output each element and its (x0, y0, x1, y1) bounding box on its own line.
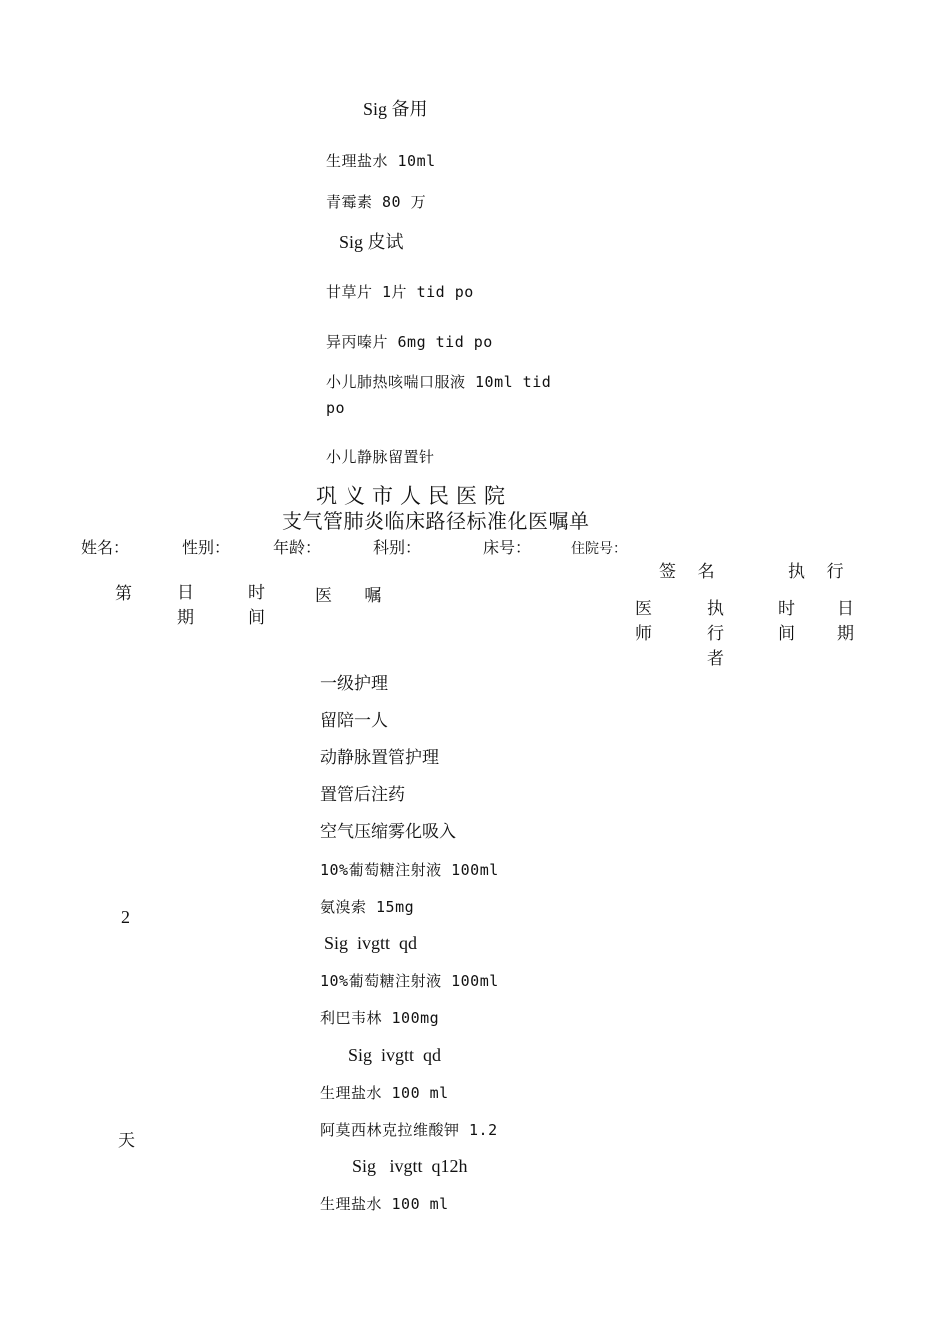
header-day: 第 (115, 584, 132, 604)
order-row: 置管后注药 (320, 785, 405, 805)
header-date-2: 期 (177, 608, 194, 628)
order-sig-skin-test: Sig 皮试 (339, 232, 404, 252)
header-doctor-1: 医 (635, 599, 652, 619)
header-exec-time-1: 时 (778, 599, 795, 619)
order-row: 动静脉置管护理 (320, 748, 439, 768)
order-row: Sig ivgtt qd (348, 1045, 442, 1065)
header-exec-date-1: 日 (837, 599, 854, 619)
header-exec-date-2: 期 (837, 624, 854, 644)
order-row: 阿莫西林克拉维酸钾 1.2 (320, 1121, 498, 1139)
header-execute: 执 行 (788, 562, 844, 582)
order-iv-catheter: 小儿静脉留置针 (326, 448, 435, 466)
day-unit: 天 (118, 1131, 135, 1151)
order-pediatric-lung-liquid: 小儿肺热咳喘口服液 10ml tid (326, 373, 552, 391)
order-row: 10%葡萄糖注射液 100ml (320, 972, 499, 990)
order-row: 生理盐水 100 ml (320, 1195, 449, 1213)
day-number: 2 (121, 907, 130, 927)
order-sig-standby: Sig 备用 (363, 99, 428, 119)
order-promethazine: 异丙嗪片 6mg tid po (326, 333, 493, 351)
header-time-1: 时 (248, 583, 265, 603)
order-row: 空气压缩雾化吸入 (320, 822, 456, 842)
order-penicillin: 青霉素 80 万 (326, 193, 427, 211)
patient-dept-label: 科别： (373, 538, 422, 557)
order-row: 生理盐水 100 ml (320, 1084, 449, 1102)
header-doctor-2: 师 (635, 624, 652, 644)
order-row: 留陪一人 (320, 711, 388, 731)
order-licorice-tablet: 甘草片 1片 tid po (326, 283, 474, 301)
form-title: 支气管肺炎临床路径标准化医嘱单 (282, 509, 590, 533)
header-exec-time-2: 间 (778, 624, 795, 644)
patient-bed-label: 床号： (483, 538, 532, 557)
order-row: Sig ivgtt qd (324, 933, 418, 953)
order-row: 利巴韦林 100mg (320, 1009, 440, 1027)
header-orders: 医 嘱 (315, 586, 382, 606)
header-executor-2: 行 (707, 624, 724, 644)
patient-admission-label: 住院号： (571, 541, 627, 557)
header-time-2: 间 (248, 608, 265, 628)
order-row: 一级护理 (320, 674, 388, 694)
header-executor-1: 执 (707, 599, 724, 619)
patient-age-label: 年龄： (273, 538, 322, 557)
header-signature: 签 名 (659, 562, 715, 582)
order-row: 10%葡萄糖注射液 100ml (320, 861, 499, 879)
order-saline-10ml: 生理盐水 10ml (326, 152, 436, 170)
hospital-title: 巩义市人民医院 (316, 484, 512, 508)
patient-sex-label: 性别： (182, 538, 231, 557)
order-row: Sig ivgtt q12h (352, 1156, 468, 1176)
patient-name-label: 姓名： (81, 538, 130, 557)
header-date-1: 日 (177, 583, 194, 603)
order-pediatric-lung-liquid-route: po (326, 399, 346, 417)
order-row: 氨溴索 15mg (320, 898, 415, 916)
header-executor-3: 者 (707, 649, 724, 669)
